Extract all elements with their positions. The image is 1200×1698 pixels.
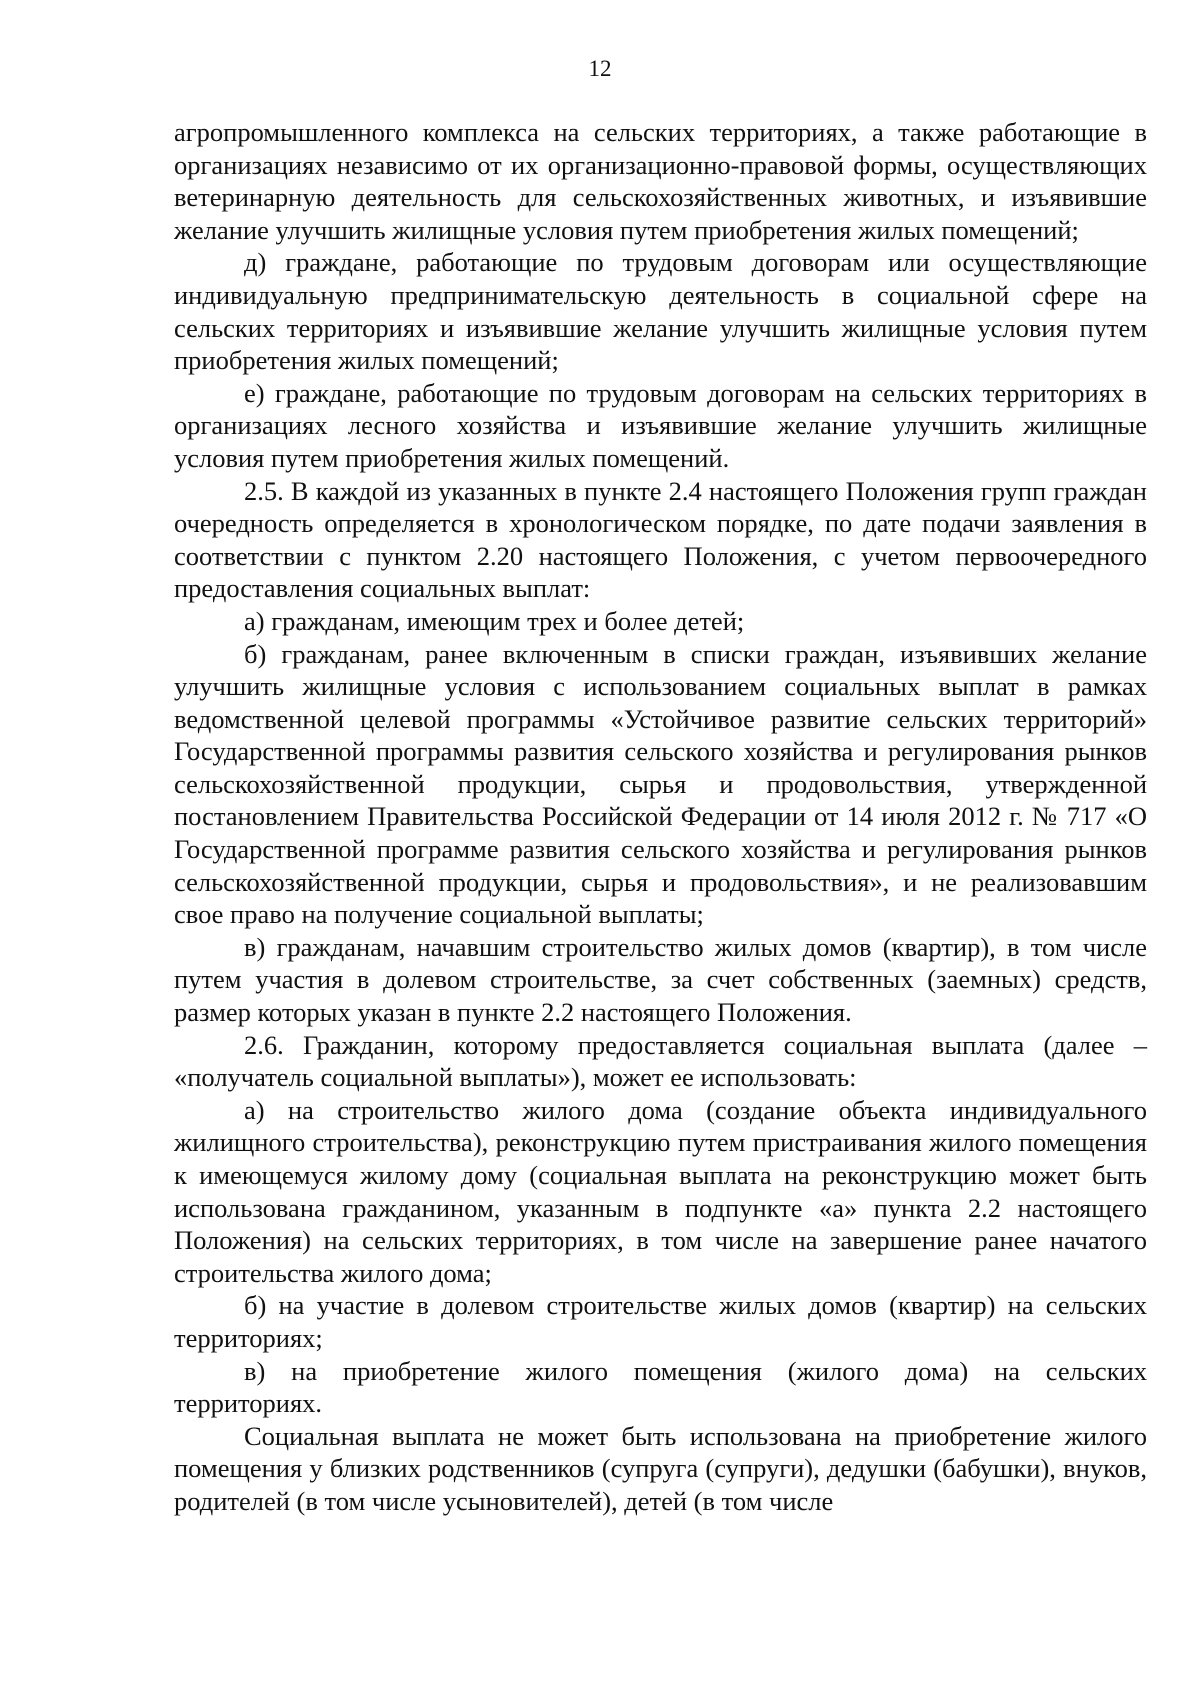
paragraph-section-2-6: 2.6. Гражданин, которому предоставляется социальная выплата (далее – «получатель социальной выплаты»), может ее использовать: xyxy=(174,1029,1147,1093)
paragraph-2-5-item-a: а) гражданам, имеющим трех и более детей; xyxy=(244,605,745,636)
paragraph-2-6-item-a: а) на строительство жилого дома (создание объекта индивидуального жилищного строительства), реконструкцию путем пристраивания жилого помещения к имеющемуся жилому дому (социальная выплата на реконструкцию может быть использована гражданином, указанным в подпункте «а» пункта 2.2 настоящего Положения) на сельских территориях, в том числе на завершение ранее начатого строительства жилого дома; xyxy=(174,1094,1147,1288)
paragraph-2-5-item-v: в) гражданам, начавшим строительство жилых домов (квартир), в том числе путем участия в долевом строительстве, за счет собственных (заемных) средств, размер которых указан в пункте 2.2 настоящего Положения. xyxy=(174,931,1147,1028)
paragraph-restriction: Социальная выплата не может быть использована на приобретение жилого помещения у близких родственников (супруга (супруги), дедушки (бабушки), внуков, родителей (в том числе усыновителей), детей (в том числе xyxy=(174,1420,1147,1516)
document-body xyxy=(174,116,1147,1518)
paragraph-2-6-item-b: б) на участие в долевом строительстве жилых домов (квартир) на сельских территориях; xyxy=(174,1290,1147,1353)
paragraph-item-d: д) граждане, работающие по трудовым договорам или осуществляющие индивидуальную предпринимательскую деятельность в социальной сфере на сельских территориях и изъявившие желание улучшить жилищные условия путем приобретения жилых помещений; xyxy=(174,247,1147,376)
page-number: 12 xyxy=(588,56,612,81)
paragraph-continuation: агропромышленного комплекса на сельских территориях, а также работающие в организациях независимо от их организационно-правовой формы, осуществляющих ветеринарную деятельность для сельскохозяйственных животных, и изъявившие желание улучшить жилищные условия путем приобретения жилых помещений; xyxy=(174,117,1147,245)
paragraph-2-6-item-v: в) на приобретение жилого помещения (жилого дома) на сельских территориях. xyxy=(174,1355,1147,1419)
paragraph-2-5-item-b: б) гражданам, ранее включенным в списки граждан, изъявивших желание улучшить жилищные условия с использованием социальных выплат в рамках ведомственной целевой программы «Устойчивое развитие сельских территорий» Государственной программы развития сельского хозяйства и регулирования рынков сельскохозяйственной продукции, сырья и продовольствия, утвержденной постановлением Правительства Российской Федерации от 14 июля 2012 г. № 717 «О Государственной программе развития сельского хозяйства и регулирования рынков сельскохозяйственной продукции, сырья и продовольствия», и не реализовавшим свое право на получение социальной выплаты; xyxy=(174,638,1147,930)
paragraph-item-e: е) граждане, работающие по трудовым договорам на сельских территориях в организациях лесного хозяйства и изъявившие желание улучшить жилищные условия путем приобретения жилых помещений. xyxy=(174,377,1147,473)
paragraph-section-2-5: 2.5. В каждой из указанных в пункте 2.4 настоящего Положения групп граждан очередность определяется в хронологическом порядке, по дате подачи заявления в соответствии с пунктом 2.20 настоящего Положения, с учетом первоочередного предоставления социальных выплат: xyxy=(174,475,1147,604)
